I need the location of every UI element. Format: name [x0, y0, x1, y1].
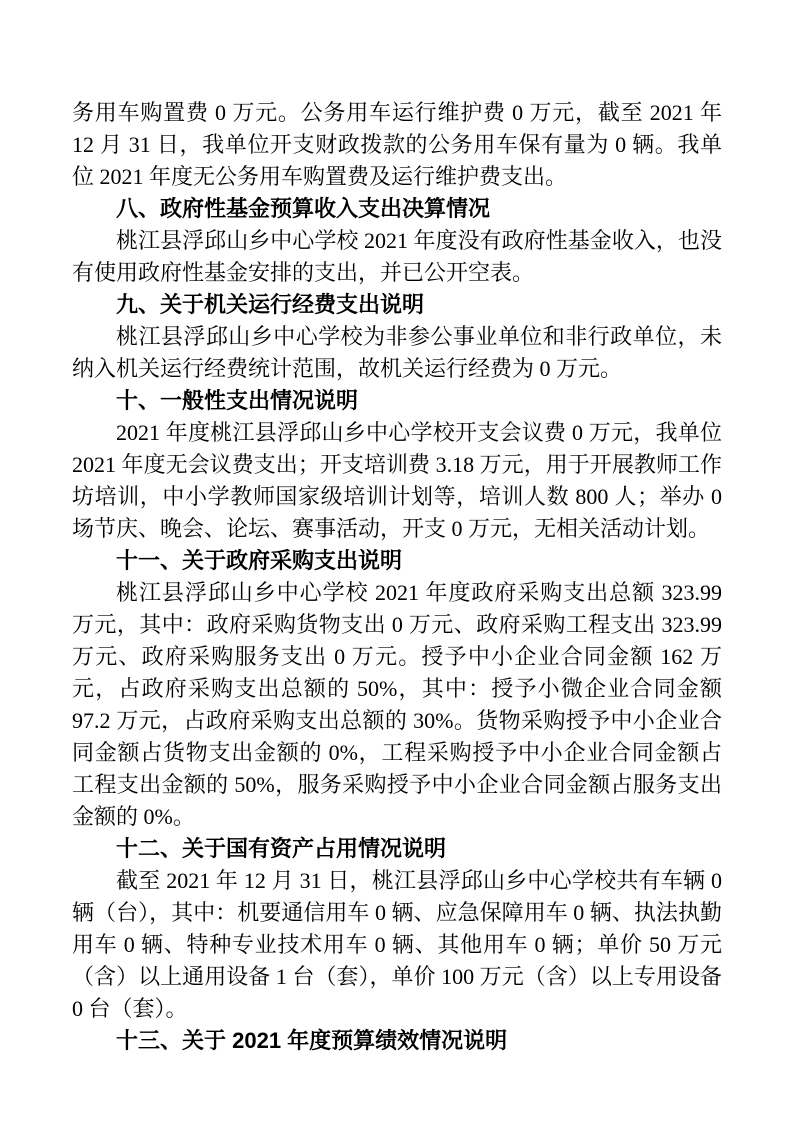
paragraph-state-owned-assets: 截至 2021 年 12 月 31 日，桃江县浮邱山乡中心学校共有车辆 0 辆（台），其中：机要通信用车 0 辆、应急保障用车 0 辆、执法执勤用车 0 辆、特种专业技术用车 0 辆、其他用车 0 辆；单价 50 万元（含）以上通用设备 1 台（套），单价 100 万元（含）以上专用设备 0 台（套）。	[72, 868, 722, 1021]
paragraph-vehicle-expense-continuation: 务用车购置费 0 万元。公务用车运行维护费 0 万元，截至 2021 年 12 月 31 日，我单位开支财政拨款的公务用车保有量为 0 辆。我单位 2021 年度无公务用车购置费及运行维护费支出。	[72, 100, 722, 189]
section-heading-11-government-procurement: 十一、关于政府采购支出说明	[116, 548, 403, 573]
section-heading-12-state-owned-assets: 十二、关于国有资产占用情况说明	[116, 836, 447, 861]
section-heading-13-budget-performance: 十三、关于 2021 年度预算绩效情况说明	[116, 1028, 508, 1053]
paragraph-government-procurement: 桃江县浮邱山乡中心学校 2021 年度政府采购支出总额 323.99 万元，其中：政府采购货物支出 0 万元、政府采购工程支出 323.99 万元、政府采购服务支出 0 万元。授予中小企业合同金额 162 万元，占政府采购支出总额的 50%，其中：授予小微企业合同金额 97.2 万元，占政府采购支出总额的 30%。货物采购授予中小企业合同金额占货物支出金额的 0%，工程采购授予中小企业合同金额占工程支出金额的 50%，服务采购授予中小企业合同金额占服务支出金额的 0%。	[72, 580, 722, 829]
section-heading-8-government-fund-budget: 八、政府性基金预算收入支出决算情况	[116, 196, 491, 221]
section-heading-9-agency-operating-expense: 九、关于机关运行经费支出说明	[116, 292, 425, 317]
section-heading-10-general-expenditure: 十、一般性支出情况说明	[116, 388, 359, 413]
paragraph-government-fund-budget: 桃江县浮邱山乡中心学校 2021 年度没有政府性基金收入，也没有使用政府性基金安排的支出，并已公开空表。	[72, 228, 722, 285]
paragraph-general-expenditure: 2021 年度桃江县浮邱山乡中心学校开支会议费 0 万元，我单位 2021 年度无会议费支出；开支培训费 3.18 万元，用于开展教师工作坊培训，中小学教师国家级培训计划等，培训人数 800 人；举办 0 场节庆、晚会、论坛、赛事活动，开支 0 万元，无相关活动计划。	[72, 420, 722, 541]
paragraph-agency-operating-expense: 桃江县浮邱山乡中心学校为非参公事业单位和非行政单位，未纳入机关运行经费统计范围，故机关运行经费为 0 万元。	[72, 324, 722, 381]
